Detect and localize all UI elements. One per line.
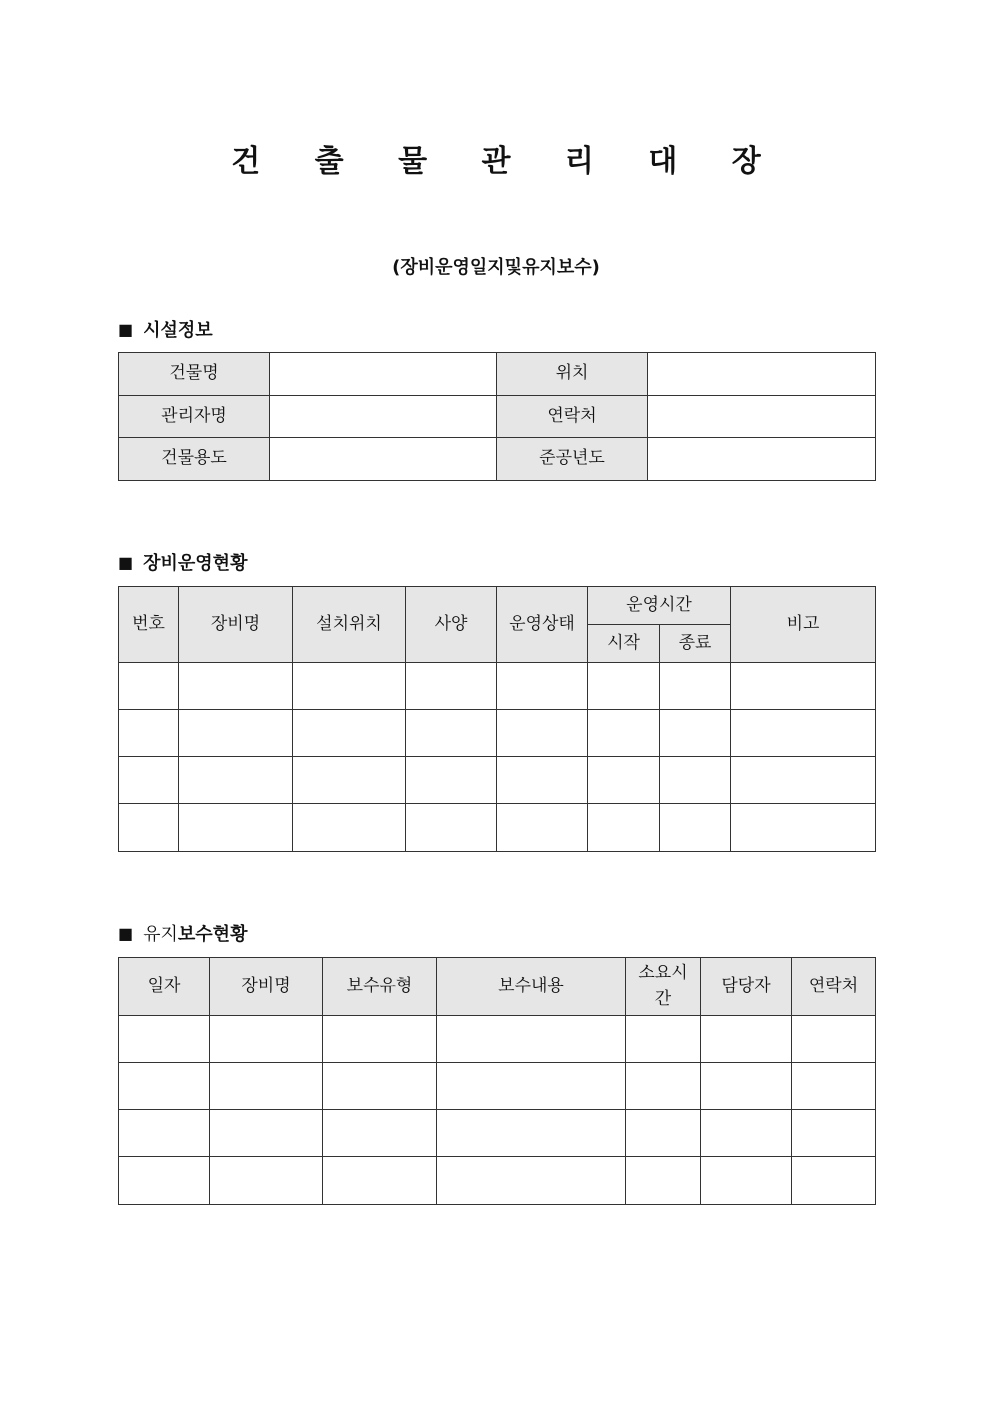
cell[interactable] xyxy=(792,1157,876,1205)
header-duration xyxy=(626,958,701,1016)
cell[interactable] xyxy=(701,1110,792,1157)
header-duration-line1: 소요시 xyxy=(638,963,688,983)
cell[interactable] xyxy=(437,1063,626,1110)
cell[interactable] xyxy=(119,710,179,757)
cell[interactable] xyxy=(179,710,293,757)
table-row xyxy=(119,757,876,804)
cell[interactable] xyxy=(626,1016,701,1063)
cell[interactable] xyxy=(626,1063,701,1110)
cell[interactable] xyxy=(293,710,406,757)
section-equipment-heading xyxy=(118,549,247,575)
header-equipment-name: 장비명 xyxy=(210,958,323,1016)
cell[interactable] xyxy=(792,1110,876,1157)
cell[interactable] xyxy=(731,710,876,757)
section-label: 시설정보 xyxy=(143,320,213,341)
label-location: 위치 xyxy=(497,353,648,396)
table-header-row xyxy=(119,587,876,625)
cell[interactable] xyxy=(497,757,588,804)
table-row xyxy=(119,663,876,710)
cell[interactable] xyxy=(406,710,497,757)
cell[interactable] xyxy=(660,757,731,804)
cell[interactable] xyxy=(626,1157,701,1205)
cell[interactable] xyxy=(497,804,588,852)
table-header-row xyxy=(119,958,876,1016)
header-operation-status: 운영상태 xyxy=(497,587,588,663)
page-subtitle: (장비운영일지및유지보수) xyxy=(392,257,600,278)
section-label-bold: 보수현황 xyxy=(177,924,248,945)
square-bullet-icon: ■ xyxy=(118,319,134,339)
maintenance-table xyxy=(118,957,876,1205)
header-number: 번호 xyxy=(119,587,179,663)
header-install-location: 설치위치 xyxy=(293,587,406,663)
cell[interactable] xyxy=(293,804,406,852)
equipment-operation-table xyxy=(118,586,876,852)
section-maintenance-heading xyxy=(118,920,247,946)
table-row xyxy=(119,710,876,757)
cell[interactable] xyxy=(179,757,293,804)
cell[interactable] xyxy=(119,804,179,852)
header-contact: 연락처 xyxy=(792,958,876,1016)
header-note: 비고 xyxy=(731,587,876,663)
cell[interactable] xyxy=(406,757,497,804)
cell[interactable] xyxy=(210,1016,323,1063)
cell[interactable] xyxy=(119,1063,210,1110)
header-repair-content: 보수내용 xyxy=(437,958,626,1016)
header-repair-type: 보수유형 xyxy=(323,958,437,1016)
header-start: 시작 xyxy=(588,625,660,663)
cell[interactable] xyxy=(792,1016,876,1063)
cell[interactable] xyxy=(626,1110,701,1157)
cell[interactable] xyxy=(731,757,876,804)
cell[interactable] xyxy=(406,804,497,852)
cell[interactable] xyxy=(437,1110,626,1157)
table-row xyxy=(119,438,876,481)
cell[interactable] xyxy=(731,663,876,710)
cell[interactable] xyxy=(701,1157,792,1205)
header-duration-line2: 간 xyxy=(654,988,672,1009)
cell[interactable] xyxy=(437,1016,626,1063)
square-bullet-icon: ■ xyxy=(118,923,134,943)
page-title: 건 출 물 관 리 대 장 xyxy=(231,144,783,179)
header-spec: 사양 xyxy=(406,587,497,663)
cell[interactable] xyxy=(119,1110,210,1157)
section-label-normal: 유지 xyxy=(143,924,178,945)
input-building-use[interactable] xyxy=(270,438,497,481)
cell[interactable] xyxy=(406,663,497,710)
input-manager-name[interactable] xyxy=(270,396,497,438)
section-facility-heading xyxy=(118,316,213,342)
cell[interactable] xyxy=(660,804,731,852)
label-building-name: 건물명 xyxy=(119,353,270,396)
input-location[interactable] xyxy=(648,353,876,396)
header-manager: 담당자 xyxy=(701,958,792,1016)
cell[interactable] xyxy=(119,757,179,804)
table-row xyxy=(119,1063,876,1110)
cell[interactable] xyxy=(119,1157,210,1205)
cell[interactable] xyxy=(323,1016,437,1063)
cell[interactable] xyxy=(210,1157,323,1205)
cell[interactable] xyxy=(119,1016,210,1063)
table-row xyxy=(119,804,876,852)
table-row xyxy=(119,353,876,396)
cell[interactable] xyxy=(660,663,731,710)
cell[interactable] xyxy=(588,710,660,757)
input-building-name[interactable] xyxy=(270,353,497,396)
section-label: 장비운영현황 xyxy=(143,553,248,574)
cell[interactable] xyxy=(497,663,588,710)
cell[interactable] xyxy=(588,757,660,804)
header-equipment-name: 장비명 xyxy=(179,587,293,663)
table-row xyxy=(119,396,876,438)
cell[interactable] xyxy=(792,1063,876,1110)
label-contact: 연락처 xyxy=(497,396,648,438)
cell[interactable] xyxy=(210,1110,323,1157)
cell[interactable] xyxy=(210,1063,323,1110)
cell[interactable] xyxy=(701,1063,792,1110)
table-row xyxy=(119,1157,876,1205)
input-contact[interactable] xyxy=(648,396,876,438)
cell[interactable] xyxy=(119,663,179,710)
header-operation-hours: 운영시간 xyxy=(588,587,731,625)
facility-info-table xyxy=(118,352,876,481)
cell[interactable] xyxy=(323,1063,437,1110)
table-row xyxy=(119,1110,876,1157)
cell[interactable] xyxy=(731,804,876,852)
header-end: 종료 xyxy=(660,625,731,663)
cell[interactable] xyxy=(588,663,660,710)
table-row xyxy=(119,1016,876,1063)
label-manager-name: 관리자명 xyxy=(119,396,270,438)
cell[interactable] xyxy=(323,1157,437,1205)
cell[interactable] xyxy=(437,1157,626,1205)
cell[interactable] xyxy=(323,1110,437,1157)
label-building-use: 건물용도 xyxy=(119,438,270,481)
cell[interactable] xyxy=(293,663,406,710)
cell[interactable] xyxy=(660,710,731,757)
input-completion-year[interactable] xyxy=(648,438,876,481)
square-bullet-icon: ■ xyxy=(118,552,134,572)
cell[interactable] xyxy=(179,804,293,852)
cell[interactable] xyxy=(293,757,406,804)
cell[interactable] xyxy=(179,663,293,710)
cell[interactable] xyxy=(588,804,660,852)
header-date: 일자 xyxy=(119,958,210,1016)
cell[interactable] xyxy=(701,1016,792,1063)
cell[interactable] xyxy=(497,710,588,757)
label-completion-year: 준공년도 xyxy=(497,438,648,481)
